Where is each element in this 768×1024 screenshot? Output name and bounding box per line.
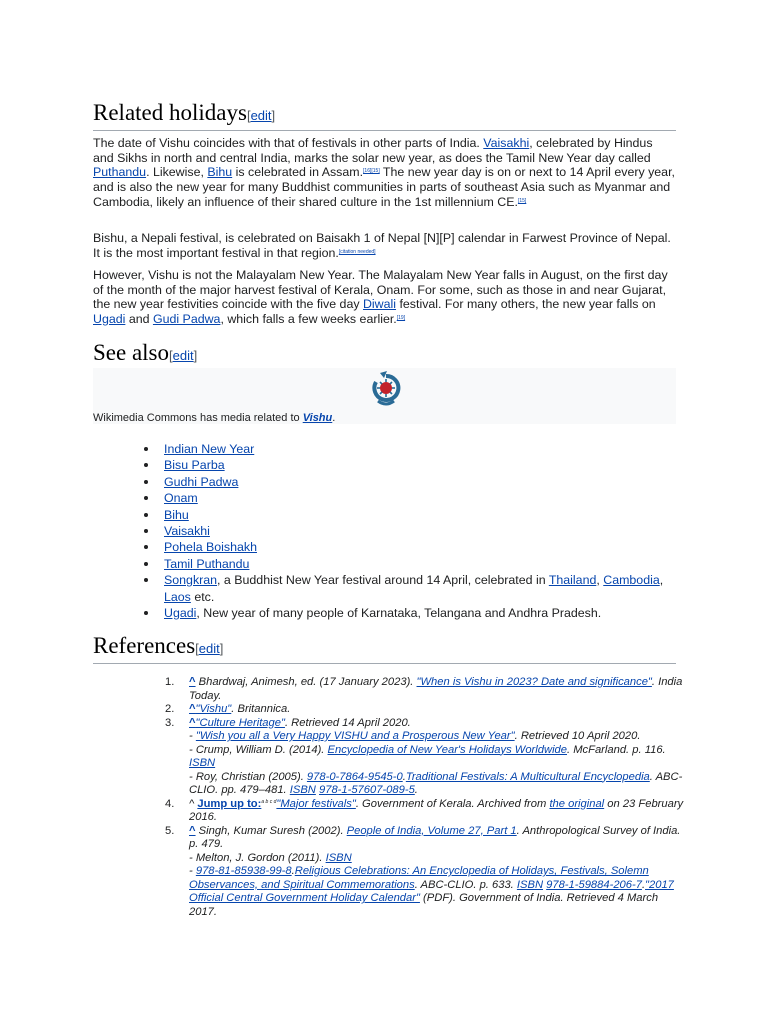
citation[interactable]: [19]	[396, 315, 406, 322]
reference-link[interactable]: Encyclopedia of New Year's Holidays Worldwide	[327, 743, 567, 756]
text: . McFarland. p. 116.	[567, 743, 666, 756]
see-also-link[interactable]: Vaisakhi	[164, 524, 210, 539]
reference-number: 3.	[165, 716, 175, 729]
see-also-link[interactable]: Pohela Boishakh	[164, 540, 257, 555]
section-title: See also	[93, 340, 170, 365]
text: -	[189, 730, 196, 742]
link-vaisakhi[interactable]: Vaisakhi	[483, 136, 530, 150]
see-also-link[interactable]: Tamil Puthandu	[164, 556, 250, 571]
reference-item	[165, 703, 685, 717]
reference-link[interactable]: "When is Vishu in 2023? Date and significance"	[416, 676, 652, 688]
text: .	[641, 878, 646, 891]
reference-link[interactable]: "2017 Official Central Government Holiday Calendar"	[189, 878, 674, 904]
commons-caption	[93, 412, 335, 424]
see-also-link[interactable]: Songkran	[164, 573, 218, 588]
bullet-icon	[144, 529, 148, 533]
link-commons-vishu[interactable]: Vishu	[302, 412, 333, 424]
see-also-link[interactable]: Gudhi Padwa	[164, 474, 239, 489]
see-also-item	[93, 605, 676, 621]
reference-number: 2.	[165, 703, 175, 715]
reference-link[interactable]: ISBN	[325, 851, 352, 864]
edit-section: [edit]	[169, 348, 198, 363]
reference-link[interactable]: ISBN	[516, 878, 544, 891]
see-also-link[interactable]: Ugadi	[164, 606, 197, 621]
text: , which falls a few weeks earlier.	[220, 312, 397, 327]
reference-item	[165, 717, 685, 798]
jump-up-link[interactable]: Jump up to:	[197, 797, 262, 810]
text: The new year day is on or next to 14 April every year, and is also the new year for many Buddhist communities in parts of southeast Asia such as Myanmar and Cambodia, likely an influence of their shared culture in the 1st millennium CE.	[93, 165, 675, 209]
text: . ABC-CLIO. p. 633.	[414, 878, 517, 891]
section-heading-references	[93, 633, 676, 664]
see-also-link[interactable]: Laos	[164, 589, 191, 604]
reference-item	[165, 676, 685, 703]
edit-section: [edit]	[246, 108, 276, 123]
reference-link[interactable]: "Culture Heritage"	[195, 716, 285, 729]
text: . ABC-CLIO. pp. 479–481.	[189, 770, 683, 796]
wikimedia-commons-icon[interactable]	[368, 370, 404, 408]
see-also-link[interactable]: Onam	[164, 491, 198, 506]
citation[interactable]: [16][15]	[363, 168, 380, 175]
text: Bhardwaj, Animesh, ed. (17 January 2023).	[195, 676, 417, 688]
reference-link[interactable]: ISBN	[289, 784, 316, 796]
text: . India Today.	[189, 676, 683, 702]
link-ugadi[interactable]: Ugadi	[93, 312, 126, 327]
link-puthandu[interactable]: Puthandu	[93, 165, 147, 180]
reference-number: 5.	[165, 824, 175, 837]
reference-item	[165, 825, 685, 920]
reference-link[interactable]: Religious Celebrations: An Encyclopedia of Holidays, Festivals, Solemn Observances, and Spiritual Commemorations	[189, 865, 649, 891]
link-bihu[interactable]: Bihu	[207, 165, 233, 180]
reference-link[interactable]: "Major festivals"	[276, 797, 356, 810]
reference-link[interactable]: 978-1-59884-206-7	[546, 878, 642, 891]
link-gudi-padwa[interactable]: Gudi Padwa	[152, 312, 221, 327]
see-also-item	[93, 556, 676, 572]
text: -	[189, 865, 196, 877]
text: festival. For many others, the new year falls on	[396, 297, 656, 312]
paragraph-related-1	[93, 136, 676, 210]
bullet-icon	[144, 513, 148, 517]
see-also-link[interactable]: Thailand	[548, 573, 597, 588]
see-also-item	[93, 457, 676, 473]
text: . Retrieved 14 April 2020.	[284, 716, 411, 729]
text: is celebrated in Assam.	[232, 165, 364, 180]
reference-number: 1.	[165, 676, 175, 688]
reference-link[interactable]: Traditional Festivals: A Multicultural Encyclopedia	[405, 770, 650, 783]
text: on 23 February 2016.	[189, 797, 684, 823]
reference-link[interactable]: "Wish you all a Very Happy VISHU and a Prosperous New Year"	[195, 730, 515, 742]
see-also-item	[93, 572, 676, 605]
text: Singh, Kumar Suresh (2002).	[195, 824, 347, 837]
text: . Britannica.	[231, 703, 291, 715]
see-also-item	[93, 507, 676, 523]
bullet-icon	[144, 496, 148, 500]
text: , a Buddhist New Year festival around 14 April, celebrated in	[217, 573, 549, 588]
text: (PDF). Government of India. Retrieved 4 March 2017.	[189, 892, 659, 918]
text: . Retrieved 10 April 2020.	[514, 730, 641, 742]
text: - Roy, Christian (2005).	[189, 770, 307, 783]
jump-up-link[interactable]: ^	[189, 703, 196, 715]
bullet-icon	[144, 447, 148, 451]
text: ,	[596, 573, 604, 588]
commons-box	[93, 368, 676, 424]
see-also-link[interactable]: Indian New Year	[164, 442, 255, 456]
bullet-icon	[144, 578, 148, 582]
text: - Melton, J. Gordon (2011).	[189, 851, 326, 864]
see-also-item	[93, 474, 676, 490]
bullet-icon	[144, 611, 148, 615]
edit-link[interactable]: edit	[250, 108, 272, 123]
section-title: Related holidays	[93, 100, 247, 125]
see-also-item	[93, 539, 676, 555]
text: and	[125, 312, 153, 327]
text: The date of Vishu coincides with that of festivals in other parts of India.	[93, 136, 484, 150]
text: .	[414, 784, 418, 796]
citation-needed[interactable]: [citation needed]	[338, 248, 376, 255]
text: . Anthropological Survey of India. p. 479.	[189, 824, 681, 850]
bullet-icon	[144, 463, 148, 467]
text: - Crump, William D. (2014).	[189, 743, 328, 756]
edit-link[interactable]: edit	[172, 348, 194, 363]
text: . Government of Kerala. Archived from	[355, 797, 550, 810]
paragraph-related-2	[93, 231, 676, 260]
text: . Likewise,	[146, 165, 208, 180]
reference-number: 4.	[165, 797, 175, 810]
reference-link[interactable]: People of India, Volume 27, Part 1	[346, 824, 517, 837]
reference-link[interactable]: ISBN	[189, 757, 216, 769]
text: However, Vishu is not the Malayalam New Year. The Malayalam New Year falls in August, on the first day of the month of the major harvest festival of Kerala, Onam. For some, such as those in and near Gujarat, the new year festivities coincide with the five day	[93, 268, 668, 312]
text: , celebrated by Hindus and Sikhs in north and central India, marks the solar new year, as does the Tamil New Year day called	[93, 136, 653, 165]
see-also-link[interactable]: Bisu Parba	[164, 458, 225, 473]
see-also-list	[93, 441, 676, 621]
text: .	[291, 865, 295, 877]
jump-up-link[interactable]: ^	[189, 716, 196, 729]
reference-link[interactable]: "Vishu"	[195, 703, 232, 715]
see-also-link[interactable]: Bihu	[164, 507, 189, 522]
reference-item	[165, 798, 685, 825]
bullet-icon	[144, 562, 148, 566]
link-diwali[interactable]: Diwali	[362, 297, 397, 312]
jump-up-link[interactable]: ^	[189, 676, 196, 688]
bullet-icon	[144, 545, 148, 549]
text: , New year of many people of Karnataka, Telangana and Andhra Pradesh.	[196, 606, 602, 621]
reference-link[interactable]: 978-1-57607-089-5	[319, 784, 415, 796]
text: Bishu, a Nepali festival, is celebrated on Baisakh 1 of Nepal [N][P] calendar in Farwest Province of Nepal. It is the most important festival in that region.	[93, 231, 671, 260]
text: .	[402, 770, 406, 783]
edit-section: [edit]	[195, 641, 224, 656]
edit-link[interactable]: edit	[198, 641, 220, 656]
text: Wikimedia Commons has media related to	[93, 412, 303, 424]
paragraph-related-3	[93, 268, 676, 327]
see-also-item	[93, 523, 676, 539]
section-heading-related-holidays	[93, 100, 676, 131]
see-also-item	[93, 441, 676, 457]
citation[interactable]: [15]	[517, 197, 527, 204]
reference-link[interactable]: the original	[549, 797, 605, 810]
see-also-link[interactable]: Cambodia	[603, 573, 660, 588]
section-heading-see-also	[93, 340, 676, 371]
see-also-item	[93, 490, 676, 506]
text: .	[332, 412, 336, 424]
text: ^	[189, 797, 198, 810]
jump-up-link[interactable]: ^	[189, 824, 196, 837]
reference-link[interactable]: 978-0-7864-9545-0	[306, 770, 403, 783]
text: etc.	[190, 589, 215, 604]
section-title: References	[93, 633, 196, 658]
reference-link[interactable]: 978-81-85938-99-8	[195, 865, 292, 877]
references-list	[165, 676, 685, 919]
jump-up-letters[interactable]: a b c d	[261, 798, 277, 805]
text: ,	[659, 573, 664, 588]
bullet-icon	[144, 480, 148, 484]
